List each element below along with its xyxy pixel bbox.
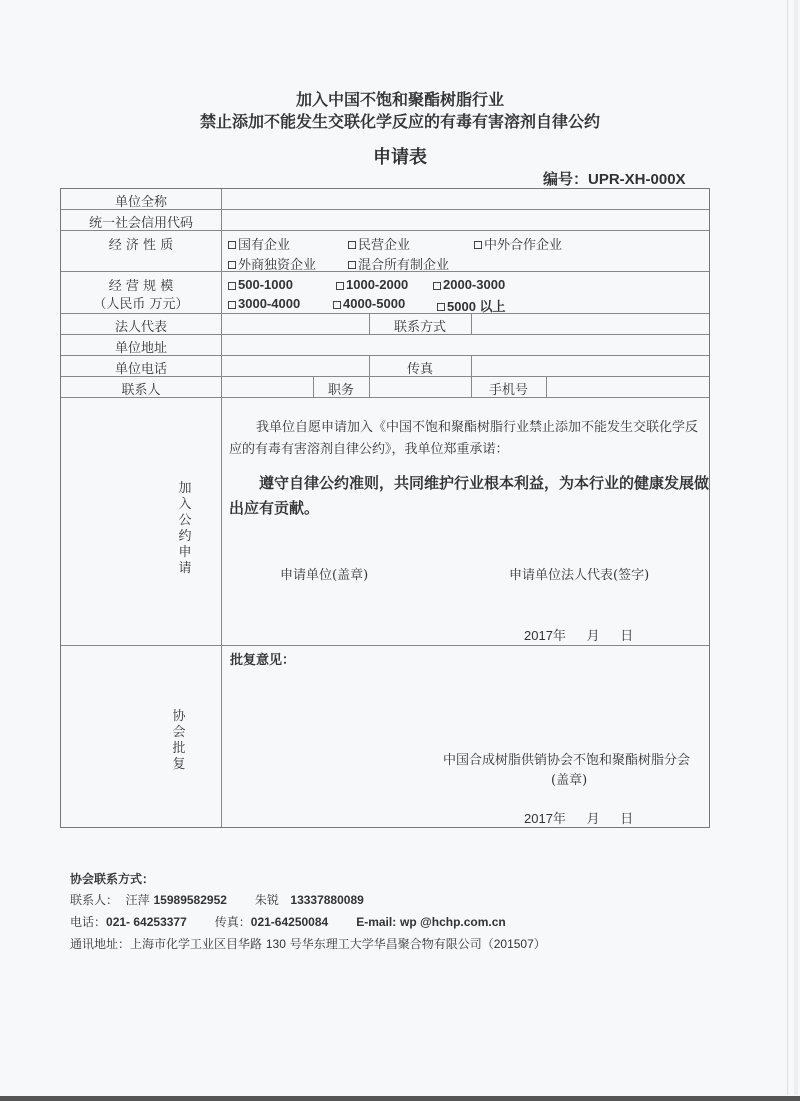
legal-rep-signature-label: 申请单位法人代表(签字): [509, 568, 650, 583]
document-number: [543, 168, 686, 189]
credit-code-field[interactable]: [222, 210, 709, 230]
row-divider: [61, 645, 709, 646]
checkbox-icon: [474, 241, 482, 249]
checkbox-state-owned[interactable]: 国有企业: [228, 234, 290, 253]
checkbox-icon: [433, 282, 441, 290]
mobile-field[interactable]: [547, 377, 709, 397]
label-business-scale: 经 营 规 模: [108, 279, 174, 294]
phone-field[interactable]: [222, 356, 369, 376]
document-number-value: UPR-XH-000X: [588, 171, 686, 188]
application-form-table: [60, 188, 710, 828]
application-side-label: 加 入 公 约 申 请: [178, 481, 192, 576]
footer-phone-fax-email: 电话：021- 64253377 传真：021-64250084 E-mail: wp @hchp.com.cn: [70, 915, 506, 929]
approval-date: 2017年 月 日: [524, 811, 634, 827]
address-field[interactable]: [222, 335, 709, 355]
label-mobile: 手机号: [488, 383, 528, 398]
label-contact-person: 联系人: [121, 383, 161, 398]
checkbox-scale-500-1000[interactable]: 500-1000: [228, 277, 293, 292]
label-contact-method: 联系方式: [393, 320, 446, 335]
footer-address: 通讯地址：上海市化学工业区目华路 130 号华东理工大学华昌聚合物有限公司（201507）: [70, 937, 546, 951]
scan-bottom-edge: [0, 1096, 800, 1101]
form-title: 申请表: [373, 147, 427, 168]
footer-contacts: 联系人： 汪萍 15989582952 朱锐 13337880089: [70, 893, 364, 907]
application-pledge-paragraph: 遵守自律公约准则，共同维护行业根本利益，为本行业的健康发展做出应有贡献。: [229, 474, 710, 517]
association-seal-label: (盖章): [551, 773, 588, 788]
checkbox-icon: [437, 303, 445, 311]
label-fax: 传真: [406, 362, 433, 377]
checkbox-scale-3000-4000[interactable]: 3000-4000: [228, 296, 300, 311]
checkbox-icon: [228, 261, 236, 269]
contact-person-field[interactable]: [222, 377, 313, 397]
label-business-scale-unit: （人民币 万元）: [93, 297, 189, 312]
full-name-field[interactable]: [222, 189, 709, 209]
label-legal-rep: 法人代表: [114, 320, 167, 335]
position-field[interactable]: [370, 377, 471, 397]
label-position: 职务: [327, 383, 354, 398]
checkbox-wholly-foreign[interactable]: 外商独资企业: [228, 254, 316, 273]
checkbox-scale-1000-2000[interactable]: 1000-2000: [336, 277, 408, 292]
checkbox-scale-4000-5000[interactable]: 4000-5000: [333, 296, 405, 311]
association-name: 中国合成树脂供销协会不饱和聚酯树脂分会: [443, 753, 691, 768]
checkbox-sino-foreign[interactable]: 中外合作企业: [474, 234, 562, 253]
checkbox-private[interactable]: 民营企业: [348, 234, 410, 253]
legal-rep-field[interactable]: [222, 314, 369, 334]
label-economic-nature: 经 济 性 质: [108, 238, 174, 253]
label-address: 单位地址: [114, 341, 167, 356]
approval-opinion-label: 批复意见：: [230, 653, 296, 668]
checkbox-icon: [333, 301, 341, 309]
checkbox-scale-5000-plus[interactable]: 5000 以上: [437, 296, 506, 315]
fax-field[interactable]: [472, 356, 709, 376]
checkbox-icon: [228, 241, 236, 249]
checkbox-icon: [228, 282, 236, 290]
footer-heading: 协会联系方式：: [70, 872, 155, 886]
checkbox-mixed-ownership[interactable]: 混合所有制企业: [348, 254, 449, 273]
label-full-name: 单位全称: [114, 195, 167, 210]
checkbox-icon: [348, 261, 356, 269]
application-commitment-paragraph: 我单位自愿申请加入《中国不饱和聚酯树脂行业禁止添加不能发生交联化学反应的有毒有害溶剂自律公约》，我单位郑重承诺：: [229, 420, 699, 457]
checkbox-icon: [348, 241, 356, 249]
checkbox-icon: [336, 282, 344, 290]
application-date: 2017年 月 日: [524, 628, 634, 644]
checkbox-icon: [228, 301, 236, 309]
checkbox-scale-2000-3000[interactable]: 2000-3000: [433, 277, 505, 292]
document-title-line2: 禁止添加不能发生交联化学反应的有毒有害溶剂自律公约: [199, 112, 600, 131]
document-number-label: 编号：: [543, 170, 589, 188]
label-phone: 单位电话: [114, 362, 167, 377]
approval-side-label: 协 会 批 复: [172, 709, 186, 772]
document-title-line1: 加入中国不饱和聚酯树脂行业: [295, 90, 504, 109]
applicant-seal-label: 申请单位(盖章): [280, 568, 369, 583]
approval-opinion-field[interactable]: [222, 667, 709, 737]
contact-method-field[interactable]: [472, 314, 709, 334]
email-link[interactable]: wp @hchp.com.cn: [400, 915, 506, 929]
label-credit-code: 统一社会信用代码: [88, 216, 193, 231]
